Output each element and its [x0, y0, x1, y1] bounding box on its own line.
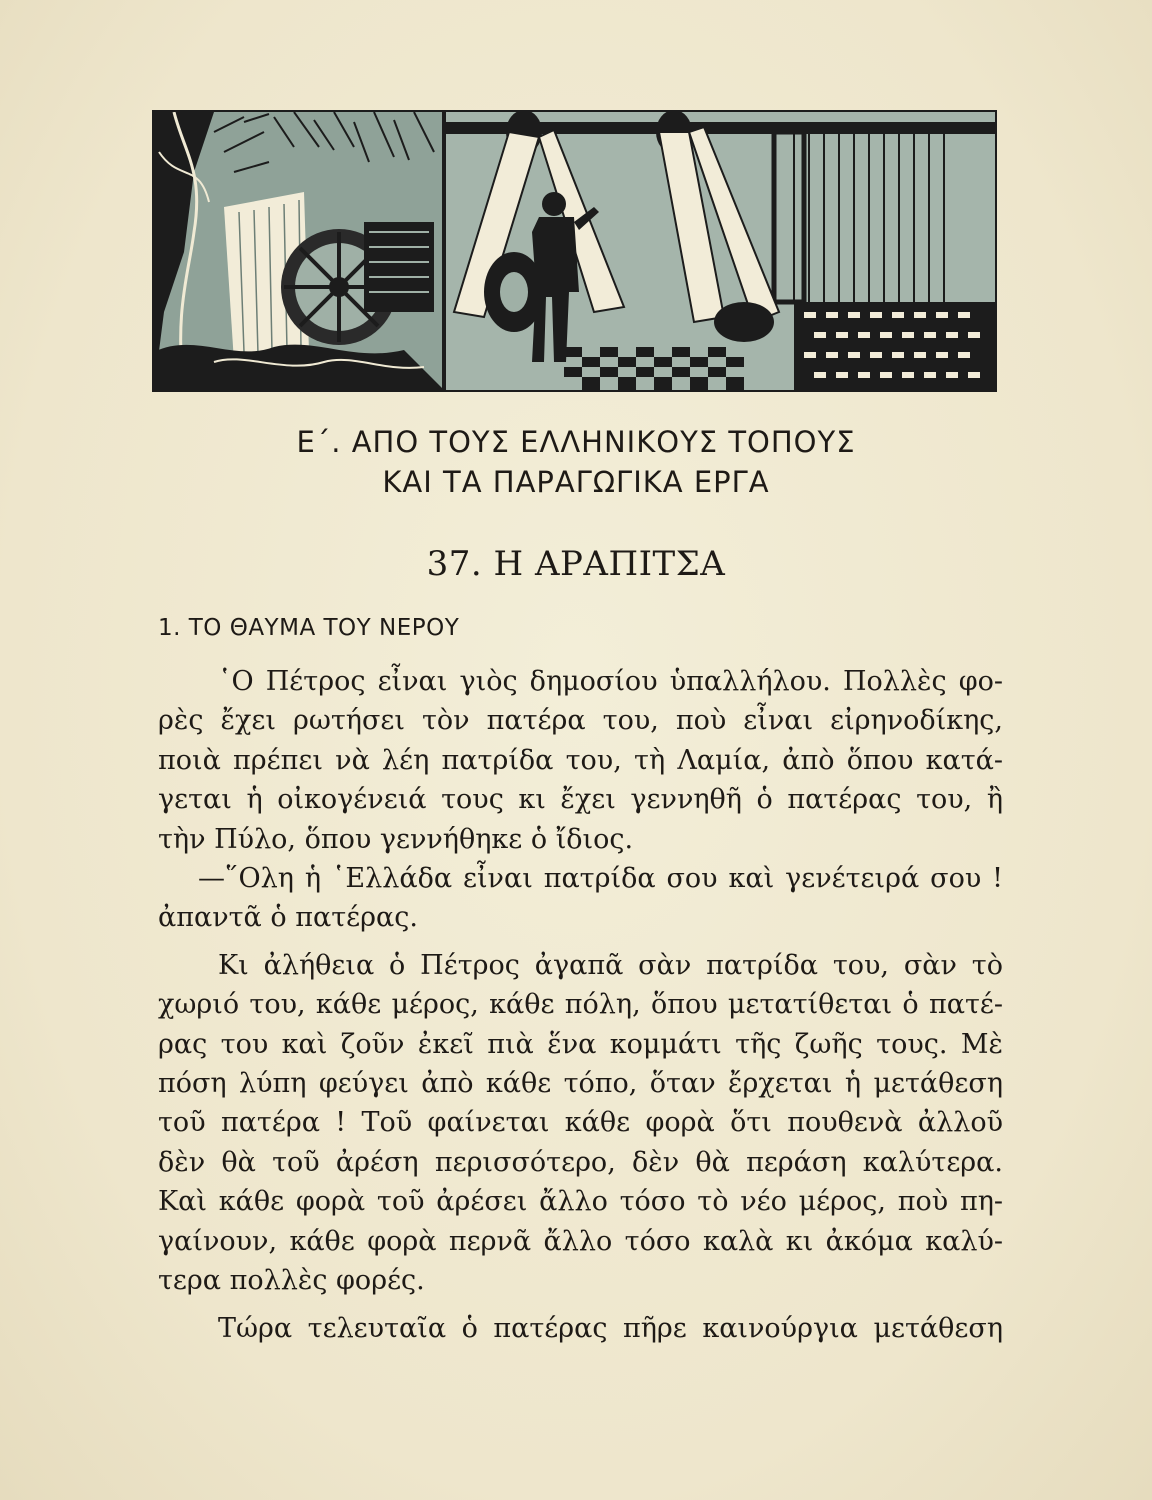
section-heading-line2: ΚΑΙ ΤΑ ΠΑΡΑΓΩΓΙΚΑ ΕΡΓΑ — [382, 465, 770, 499]
text-line: γεται ἡ οἰκογένειά τους κι ἔχει γεννηθῆ ὁ πατέρας του, ἢ — [158, 784, 1003, 816]
text-line: γαίνουν, κάθε φορὰ περνᾶ ἄλλο τόσο καλὰ κι ἀκόμα καλύ- — [158, 1225, 1003, 1257]
paragraph-2 — [158, 859, 1003, 938]
subsection-title: 1. ΤΟ ΘΑΥΜΑ ΤΟΥ ΝΕΡΟΥ — [158, 615, 460, 641]
text-line: τερα πολλὲς φορές. — [158, 1265, 425, 1297]
text-line: πόση λύπη φεύγει ἀπὸ κάθε τόπο, ὅταν ἔρχεται ἡ μετάθεση — [158, 1068, 1003, 1100]
text-line: τὴν Πύλο, ὅπου γεννήθηκε ὁ ἴδιος. — [158, 823, 634, 855]
text-line: Τώρα τελευταῖα ὁ πατέρας πῆρε καινούργια μετάθεση — [218, 1312, 1003, 1344]
paragraph-spacer — [158, 938, 1003, 946]
text-line: ρας του καὶ ζοῦν ἐκεῖ πιὰ ἕνα κομμάτι τῆς ζωῆς τους. Μὲ — [158, 1028, 1003, 1060]
text-line: δὲν θὰ τοῦ ἀρέση περισσότερο, δὲν θὰ περάση καλύτερα. — [158, 1146, 1003, 1178]
text-line: ρὲς ἔχει ρωτήσει τὸν πατέρα του, ποὺ εἶναι εἰρηνοδίκης, — [158, 705, 1003, 737]
text-line: τοῦ πατέρα ! Τοῦ φαίνεται κάθε φορὰ ὅτι πουθενὰ ἀλλοῦ — [158, 1107, 1003, 1139]
text-line: χωριό του, κάθε μέρος, κάθε πόλη, ὅπου μετατίθεται ὁ πατέ- — [158, 989, 1003, 1021]
text-line: ῾Ο Πέτρος εἶναι γιὸς δημοσίου ὑπαλλήλου. Πολλὲς φο- — [218, 666, 1003, 697]
header-illustration — [152, 110, 997, 392]
chapter-title: 37. Η ΑΡΑΠΙΤΣΑ — [426, 544, 726, 584]
section-heading-line1: Ε΄. ΑΠΟ ΤΟΥΣ ΕΛΛΗΝΙΚΟΥΣ ΤΟΠΟΥΣ — [296, 425, 856, 459]
text-line: ποιὰ πρέπει νὰ λέη πατρίδα του, τὴ Λαμία, ἀπὸ ὅπου κατά- — [158, 744, 1003, 776]
paragraph-3 — [158, 946, 1003, 1301]
water-mill-factory-illustration-icon — [154, 112, 995, 390]
text-line: Κι ἀλήθεια ὁ Πέτρος ἀγαπᾶ σὰν πατρίδα του, σὰν τὸ — [218, 949, 1003, 981]
body-text — [158, 662, 1003, 1348]
paragraph-4 — [158, 1309, 1003, 1348]
text-line: —῞Ολη ἡ ῾Ελλάδα εἶναι πατρίδα σου καὶ γενέτειρά σου ! — [198, 863, 1003, 895]
paragraph-spacer — [158, 1301, 1003, 1309]
text-line: ἀπαντᾶ ὁ πατέρας. — [158, 902, 418, 934]
paragraph-1 — [158, 662, 1003, 859]
text-line: Καὶ κάθε φορὰ τοῦ ἀρέσει ἄλλο τόσο τὸ νέο μέρος, ποὺ πη- — [158, 1186, 1003, 1218]
